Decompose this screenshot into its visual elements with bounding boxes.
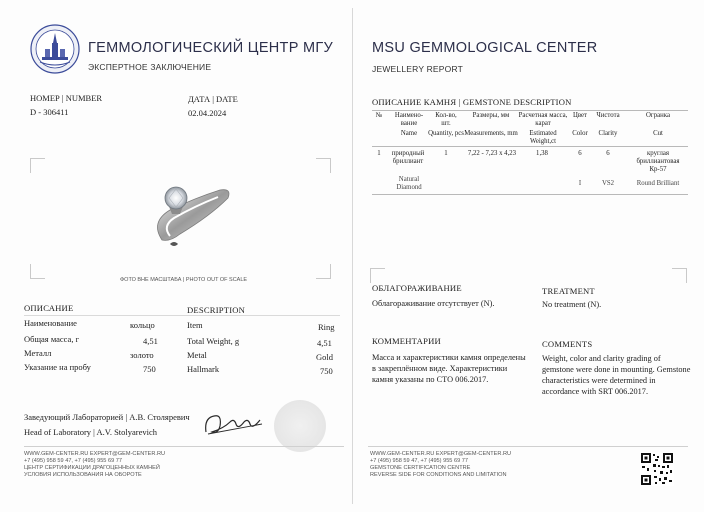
photo-frame-corner-br — [316, 264, 331, 279]
description-title-ru: ОПИСАНИЕ — [24, 303, 74, 313]
col-color-header-en: Color — [572, 130, 588, 137]
ring-image — [140, 170, 240, 260]
footer-line: GEMSTONE CERTIFICATION CENTRE — [370, 465, 471, 471]
col-qty-header-ru: Кол-во, шт. — [435, 112, 457, 127]
date-value: 02.04.2024 — [188, 108, 227, 118]
row-ru-value: золото — [130, 350, 154, 360]
col-size-header-en: Measurements, mm — [464, 130, 518, 137]
frame-corner-tl — [370, 268, 385, 283]
comments-title-ru: КОММЕНТАРИИ — [372, 336, 441, 346]
gemstone-table — [372, 110, 688, 196]
col-qty-header-en: Quantity, pcs — [428, 130, 464, 137]
qr-code — [640, 452, 674, 486]
date-label: ДАТА | DATE — [188, 94, 238, 104]
right-footer-line — [368, 446, 688, 447]
left-footer — [24, 451, 165, 479]
description-title-en: DESCRIPTION — [187, 305, 246, 315]
col-weight-header-en: Estimated Weight,ct — [529, 130, 557, 145]
left-footer-line — [24, 446, 344, 447]
row-ru-label: Общая масса, г — [24, 334, 80, 344]
row-ru-label: Металл — [24, 348, 52, 358]
col-name-header-ru: Наимено-вание — [394, 112, 424, 127]
photo-frame-corner-bl — [30, 264, 45, 279]
table-bottom-line — [372, 194, 688, 195]
ring-photo — [140, 170, 240, 260]
row-en-label: Item — [187, 320, 203, 330]
footer-line: ЦЕНТР СЕРТИФИКАЦИИ ДРАГОЦЕННЫХ КАМНЕЙ — [24, 465, 160, 471]
frame-corner-tr — [672, 268, 687, 283]
row-en-label: Hallmark — [187, 364, 220, 374]
stone-cut-ru: круглая бриллиантовая Кр-57 — [636, 150, 680, 173]
photo-frame-corner-tr — [316, 158, 331, 173]
footer-line: REVERSE SIDE FOR CONDITIONS AND LIMITATION — [370, 472, 507, 478]
footer-line: WWW.GEM-CENTER.RU EXPERT@GEM-CENTER.RU — [24, 451, 166, 457]
stone-size: 7,22 - 7,23 x 4,23 — [467, 150, 517, 157]
table-top-line — [372, 110, 688, 111]
stone-weight: 1,38 — [536, 150, 548, 157]
stone-clarity-ru: 6 — [606, 150, 610, 157]
col-cut-header-ru: Огранка — [646, 112, 670, 119]
col-clarity-header-en: Clarity — [598, 130, 618, 137]
col-color-header-ru: Цвет — [572, 112, 588, 119]
stone-cut-en: Round Brilliant — [636, 180, 680, 187]
col-num-header: № — [375, 112, 383, 119]
row-ru-value: кольцо — [130, 320, 155, 330]
qr-code-icon — [640, 452, 674, 486]
footer-line: +7 (495) 958 59 47, +7 (495) 955 69 77 — [24, 458, 122, 464]
center-fold-divider — [352, 8, 353, 504]
number-value: D - 306411 — [30, 107, 69, 117]
treatment-title-en: TREATMENT — [542, 286, 595, 296]
signature-icon — [200, 408, 270, 440]
row-ru-value: 4,51 — [143, 336, 158, 346]
stone-color-en: I — [578, 180, 582, 187]
comments-text-ru: Масса и характеристики камня определены в закреплённом виде. Характеристики камня указаны по СТО 006.2017. — [372, 353, 526, 384]
report-type-ru: ЭКСПЕРТНОЕ ЗАКЛЮЧЕНИЕ — [88, 62, 212, 72]
stone-clarity-en: VS2 — [601, 180, 615, 187]
row-en-label: Total Weight, g — [187, 336, 240, 346]
row-ru-label: Указание на пробу — [24, 362, 91, 372]
treatment-text-en: No treatment (N). — [542, 300, 602, 309]
head-of-lab-ru: Заведующий Лабораторией | А.В. Столяревич — [24, 412, 190, 422]
footer-line: +7 (495) 958 59 47, +7 (495) 955 69 77 — [370, 458, 468, 464]
head-of-lab-en: Head of Laboratory | A.V. Stolyarevich — [24, 427, 158, 437]
row-en-value: Gold — [316, 352, 333, 362]
row-en-value: 750 — [320, 366, 333, 376]
footer-line: УСЛОВИЯ ИСПОЛЬЗОВАНИЯ НА ОБОРОТЕ — [24, 472, 142, 478]
enhancement-title-ru: ОБЛАГОРАЖИВАНИЕ — [372, 283, 462, 293]
row-ru-value: 750 — [143, 364, 156, 374]
org-title-ru: ГЕММОЛОГИЧЕСКИЙ ЦЕНТР МГУ — [88, 40, 334, 56]
stone-num: 1 — [377, 150, 381, 157]
enhancement-text-ru: Облагораживание отсутствует (N). — [372, 299, 495, 308]
msu-logo — [30, 24, 80, 74]
row-en-value: Ring — [318, 322, 335, 332]
stone-color-ru: 6 — [578, 150, 582, 157]
stone-name-en: Natural Diamond — [396, 176, 422, 191]
comments-title-en: COMMENTS — [542, 339, 593, 349]
col-name-header-en: Name — [400, 130, 418, 137]
row-en-value: 4,51 — [317, 338, 332, 348]
comments-text-en: Weight, color and clarity grading of gemstone were done in mounting. Gemstone characteristics were determined in accordance with SRT 006.2017. — [542, 354, 691, 396]
row-ru-label: Наименование — [24, 318, 77, 328]
report-type-en: JEWELLERY REPORT — [372, 64, 464, 74]
description-underline — [24, 315, 340, 316]
col-cut-header-en: Cut — [653, 130, 663, 137]
gemstone-description-title: ОПИСАНИЕ КАМНЯ | GEMSTONE DESCRIPTION — [372, 97, 572, 107]
stone-name-ru: природный бриллиант — [391, 150, 425, 165]
col-clarity-header-ru: Чистота — [596, 112, 620, 119]
seal-watermark — [274, 400, 326, 452]
photo-caption: ФОТО ВНЕ МАСШТАБА | PHOTO OUT OF SCALE — [120, 277, 248, 283]
col-size-header-ru: Размеры, мм — [472, 112, 510, 119]
stone-qty: 1 — [444, 150, 448, 157]
signature — [200, 408, 270, 440]
col-weight-header-ru: Расчетная масса, карат — [518, 112, 568, 127]
number-label: НОМЕР | NUMBER — [30, 93, 103, 103]
right-footer — [370, 451, 511, 479]
row-en-label: Metal — [187, 350, 207, 360]
table-header-line — [372, 146, 688, 147]
msu-logo-icon — [30, 24, 80, 74]
org-title-en: MSU GEMMOLOGICAL CENTER — [372, 40, 598, 56]
photo-frame-corner-tl — [30, 158, 45, 173]
footer-line: WWW.GEM-CENTER.RU EXPERT@GEM-CENTER.RU — [370, 451, 512, 457]
